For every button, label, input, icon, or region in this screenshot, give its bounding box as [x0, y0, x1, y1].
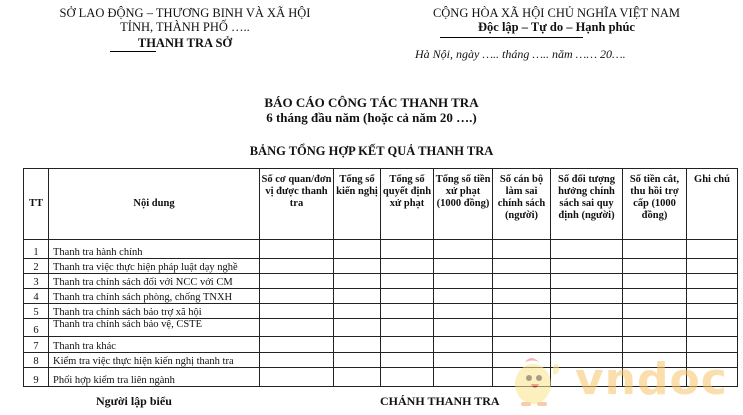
department-name: THANH TRA SỞ — [137, 36, 233, 50]
cell-improper-beneficiaries[interactable] — [551, 319, 623, 337]
cell-recommendations[interactable] — [334, 319, 381, 337]
cell-notes[interactable] — [687, 289, 738, 304]
row-content: Thanh tra hành chính — [49, 240, 260, 259]
cell-improper-beneficiaries[interactable] — [551, 337, 623, 353]
cell-penalty-decisions[interactable] — [381, 319, 434, 337]
cell-recommendations[interactable] — [334, 337, 381, 353]
cell-notes[interactable] — [687, 240, 738, 259]
cell-recovered-amount[interactable] — [623, 259, 687, 274]
report-period: 6 tháng đầu năm (hoặc cả năm 20 ….) — [266, 110, 477, 125]
cell-units-inspected[interactable] — [260, 240, 334, 259]
table-title: BẢNG TỔNG HỢP KẾT QUẢ THANH TRA — [249, 144, 494, 158]
col-header-penalty-decisions: Tổng số quyết định xử phạt — [381, 169, 434, 240]
report-title-block — [0, 95, 743, 125]
cell-recovered-amount[interactable] — [623, 304, 687, 319]
cell-penalty-decisions[interactable] — [381, 337, 434, 353]
cell-penalty-amount[interactable] — [434, 304, 493, 319]
cell-officials-violating[interactable] — [493, 337, 551, 353]
cell-penalty-amount[interactable] — [434, 319, 493, 337]
cell-penalty-amount[interactable] — [434, 274, 493, 289]
cell-officials-violating[interactable] — [493, 289, 551, 304]
col-header-units-inspected: Số cơ quan/đơn vị được thanh tra — [260, 169, 334, 240]
cell-penalty-decisions[interactable] — [381, 240, 434, 259]
col-header-notes: Ghi chú — [687, 169, 738, 240]
cell-penalty-amount[interactable] — [434, 337, 493, 353]
country-name: CỘNG HÒA XÃ HỘI CHỦ NGHĨA VIỆT NAM — [432, 6, 681, 20]
row-content: Kiểm tra việc thực hiện kiến nghị thanh tra — [49, 353, 260, 368]
cell-penalty-amount[interactable] — [434, 259, 493, 274]
table-header-row — [24, 169, 738, 240]
cell-penalty-amount[interactable] — [434, 240, 493, 259]
row-number: 6 — [24, 319, 49, 337]
table-row — [24, 289, 738, 304]
row-number: 2 — [24, 259, 49, 274]
cell-penalty-amount[interactable] — [434, 289, 493, 304]
table-row — [24, 259, 738, 274]
cell-units-inspected[interactable] — [260, 274, 334, 289]
col-header-penalty-amount: Tổng số tiền xử phạt (1000 đồng) — [434, 169, 493, 240]
cell-recovered-amount[interactable] — [623, 319, 687, 337]
report-date: Hà Nội, ngày ….. tháng ….. năm …… 20…. — [415, 47, 626, 61]
cell-officials-violating[interactable] — [493, 304, 551, 319]
cell-penalty-amount[interactable] — [434, 353, 493, 368]
cell-units-inspected[interactable] — [260, 304, 334, 319]
agency-header — [0, 6, 370, 51]
cell-recovered-amount[interactable] — [623, 274, 687, 289]
row-content: Phối hợp kiểm tra liên ngành — [49, 368, 260, 387]
row-content: Thanh tra việc thực hiện pháp luật dạy nghề — [49, 259, 260, 274]
table-row — [24, 240, 738, 259]
cell-units-inspected[interactable] — [260, 289, 334, 304]
cell-penalty-decisions[interactable] — [381, 274, 434, 289]
col-header-recommendations: Tổng số kiến nghị — [334, 169, 381, 240]
row-number: 8 — [24, 353, 49, 368]
watermark-text: vndoc — [575, 354, 728, 405]
header-right-underline — [440, 37, 583, 38]
chief-inspector-signature-label: CHÁNH THANH TRA — [380, 394, 500, 408]
cell-notes[interactable] — [687, 274, 738, 289]
report-title: BÁO CÁO CÔNG TÁC THANH TRA — [264, 95, 479, 110]
cell-recommendations[interactable] — [334, 289, 381, 304]
vndoc-watermark — [505, 352, 743, 410]
cell-recommendations[interactable] — [334, 259, 381, 274]
header-left-underline — [110, 51, 156, 52]
row-number: 5 — [24, 304, 49, 319]
col-header-content: Nội dung — [49, 169, 260, 240]
cell-units-inspected[interactable] — [260, 319, 334, 337]
table-row — [24, 337, 738, 353]
preparer-signature-label: Người lập biểu — [96, 394, 172, 408]
national-motto: Độc lập – Tự do – Hạnh phúc — [478, 20, 635, 34]
cell-officials-violating[interactable] — [493, 240, 551, 259]
cell-recommendations[interactable] — [334, 353, 381, 368]
cell-penalty-amount[interactable] — [434, 368, 493, 387]
row-content: Thanh tra khác — [49, 337, 260, 353]
table-row — [24, 319, 738, 337]
col-header-tt: TT — [24, 169, 49, 240]
cell-recovered-amount[interactable] — [623, 337, 687, 353]
cell-notes[interactable] — [687, 319, 738, 337]
table-row — [24, 304, 738, 319]
cell-improper-beneficiaries[interactable] — [551, 274, 623, 289]
cell-penalty-decisions[interactable] — [381, 289, 434, 304]
col-header-officials-violating: Số cán bộ làm sai chính sách (người) — [493, 169, 551, 240]
cell-improper-beneficiaries[interactable] — [551, 289, 623, 304]
row-content: Thanh tra chính sách bảo trợ xã hội — [49, 304, 260, 319]
cell-units-inspected[interactable] — [260, 353, 334, 368]
cell-officials-violating[interactable] — [493, 274, 551, 289]
row-number: 4 — [24, 289, 49, 304]
cell-recovered-amount[interactable] — [623, 240, 687, 259]
cell-improper-beneficiaries[interactable] — [551, 240, 623, 259]
cell-penalty-decisions[interactable] — [381, 259, 434, 274]
cell-improper-beneficiaries[interactable] — [551, 259, 623, 274]
row-content: Thanh tra chính sách bảo vệ, CSTE — [49, 319, 260, 337]
cell-penalty-decisions[interactable] — [381, 304, 434, 319]
cell-recommendations[interactable] — [334, 274, 381, 289]
row-number: 9 — [24, 368, 49, 387]
cell-units-inspected[interactable] — [260, 368, 334, 387]
national-header — [370, 6, 743, 35]
cell-penalty-decisions[interactable] — [381, 353, 434, 368]
table-row — [24, 274, 738, 289]
province-name: TỈNH, THÀNH PHỐ ….. — [120, 20, 250, 34]
cell-recommendations[interactable] — [334, 240, 381, 259]
cell-notes[interactable] — [687, 259, 738, 274]
cell-units-inspected[interactable] — [260, 337, 334, 353]
cell-improper-beneficiaries[interactable] — [551, 304, 623, 319]
col-header-recovered-amount: Số tiền cắt, thu hồi trợ cấp (1000 đồng) — [623, 169, 687, 240]
cell-officials-violating[interactable] — [493, 259, 551, 274]
cell-officials-violating[interactable] — [493, 319, 551, 337]
cell-penalty-decisions[interactable] — [381, 368, 434, 387]
cell-recovered-amount[interactable] — [623, 289, 687, 304]
row-number: 7 — [24, 337, 49, 353]
row-number: 1 — [24, 240, 49, 259]
row-content: Thanh tra chính sách đối với NCC với CM — [49, 274, 260, 289]
col-header-improper-beneficiaries: Số đối tượng hưởng chính sách sai quy định (người) — [551, 169, 623, 240]
cell-notes[interactable] — [687, 304, 738, 319]
cell-notes[interactable] — [687, 337, 738, 353]
row-number: 3 — [24, 274, 49, 289]
ministry-name: SỞ LAO ĐỘNG – THƯƠNG BINH VÀ XÃ HỘI — [59, 6, 311, 20]
cell-recommendations[interactable] — [334, 304, 381, 319]
cell-recommendations[interactable] — [334, 368, 381, 387]
cell-units-inspected[interactable] — [260, 259, 334, 274]
row-content: Thanh tra chính sách phòng, chống TNXH — [49, 289, 260, 304]
